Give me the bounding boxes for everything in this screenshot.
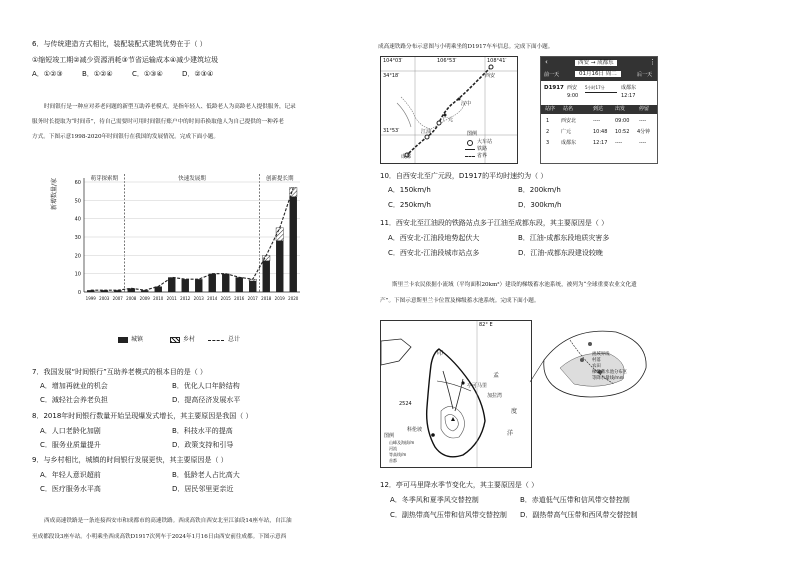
inset-legend-reservoir: 梯级蓄水池分布区 — [592, 370, 628, 375]
q8-choice-a[interactable]: A．人口老龄化加剧 — [40, 427, 101, 435]
legend-total: 总计 — [228, 336, 241, 343]
q11-choice-c[interactable]: C．西安北-江油段城市站点多 — [388, 249, 480, 257]
q8-choice-b[interactable]: B．科技水平的提高 — [172, 427, 233, 435]
next-day-button[interactable]: 后一天 — [637, 72, 653, 78]
legend-rural: 乡村 — [183, 336, 196, 343]
row1-seq: 1 — [546, 118, 550, 124]
x-tick-label: 2015 — [220, 296, 231, 301]
map1-lon3: 108°41′ — [487, 58, 507, 64]
ticket-to: 成都东 — [621, 85, 637, 91]
inset-legend-isohyet: 等降水量线/mm — [592, 376, 624, 381]
row3-station: 成都东 — [561, 140, 577, 146]
ticket-date[interactable]: 01月16日 周二 — [575, 71, 621, 77]
row3-seq: 3 — [546, 140, 550, 146]
map2-legend-peak: 山峰及海拔/m — [389, 440, 415, 445]
x-tick-label: 2013 — [193, 296, 204, 301]
back-icon[interactable]: ‹ — [545, 58, 548, 66]
intro2-line-1: 斯里兰卡农民依据小流域（平均面积20km²）建设的梯级蓄水池系统，被列为“全球重要农业文化遗 — [392, 282, 637, 288]
map1-lat2: 31°53′ — [383, 128, 400, 134]
q10-choice-b[interactable]: B．200km/h — [518, 186, 561, 194]
ticket-route: 西安 → 成都东 — [575, 60, 617, 66]
q9-choice-d[interactable]: D．居民邻里更亲近 — [172, 485, 234, 493]
th-station: 站名 — [563, 106, 574, 112]
q6-choice-b[interactable]: B．①②④ — [82, 70, 113, 78]
map2-legend-contour: 等高线/m — [389, 452, 407, 457]
q12-stem: 12．亭可马里降水季节变化大，其主要原因是（ ） — [380, 481, 539, 489]
row2-seq: 2 — [546, 129, 550, 135]
row3-stop: ---- — [639, 140, 647, 146]
phase-label: 萌芽探索期 — [90, 176, 119, 182]
y-tick-label: 0 — [77, 290, 81, 296]
q6-choice-a[interactable]: A．①②③ — [32, 70, 63, 78]
map1-lon2: 106°53′ — [437, 58, 457, 64]
y-tick-label: 50 — [74, 198, 81, 205]
q8-stem: 8．2018年时间银行数量开始呈现爆发式增长，其主要原因是我国（ ） — [32, 412, 253, 420]
y-tick-label: 60 — [74, 180, 81, 186]
map1-lat1: 34°18′ — [383, 73, 400, 79]
row3-depart: ---- — [615, 140, 623, 146]
bar-urban — [209, 274, 216, 292]
intro2-line-2: 产”。下图示意斯里兰卡位置及梯级蓄水池系统。完成下面小题。 — [380, 298, 540, 304]
x-tick-label: 2014 — [207, 296, 218, 301]
x-tick-label: 1999 — [85, 296, 96, 301]
intro-line-1: 时间银行是一种应对养老问题的新型互助养老模式，是指年轻人、低龄老人为高龄老人提供服务，记录 — [44, 104, 296, 110]
train-number: D1917 — [544, 85, 564, 91]
x-tick-label: 2017 — [247, 296, 258, 301]
legend-urban-swatch — [118, 337, 128, 343]
q11-stem: 11．西安北至江油段的铁路站点多于江油至成都东段，其主要原因是（ ） — [380, 219, 609, 227]
map2-india: 印 — [437, 350, 444, 357]
map2-peak: 2524 — [399, 401, 412, 407]
x-tick-label: 2018 — [261, 296, 272, 301]
q8-choice-c[interactable]: C．服务业质量提升 — [40, 441, 101, 449]
map2-legend-river: 河流 — [389, 446, 397, 451]
q9-stem: 9．与乡村相比，城镇的时间银行发展更快，其主要原因是（ ） — [32, 456, 228, 464]
map1-legend-station: 大车站 — [477, 139, 493, 145]
ticket-duration: 5小时17分 — [585, 85, 605, 90]
row1-station: 西安北 — [561, 118, 577, 124]
map2-legend-title: 图例 — [384, 433, 395, 439]
q11-choice-a[interactable]: A．西安北-江油段地势起伏大 — [388, 234, 480, 242]
right-head: 成高速铁路分布示意图与小明乘坐的D1917车车信息。完成下面小题。 — [378, 44, 554, 50]
intro-line-2: 服务时长提取为“时间币”，待自己需要时可用时间银行账户中的时间币换取他人为自己提供的一种养老 — [32, 119, 284, 125]
x-tick-label: 2012 — [180, 296, 191, 301]
map2-ttml: 亭可马里 — [467, 383, 488, 389]
bar-urban — [249, 281, 256, 292]
chart-ylabel: 新增数量/家 — [51, 177, 58, 210]
bar-urban — [222, 274, 229, 292]
row2-depart: 10:52 — [615, 129, 630, 135]
map1-legend-title: 图例 — [467, 131, 478, 137]
q7-stem: 7．我国发展“时间银行”互助养老模式的根本目的是（ ） — [32, 368, 207, 376]
q12-choice-a[interactable]: A．冬季风和夏季风交替控制 — [390, 496, 479, 504]
map2-du: 度 — [511, 408, 518, 415]
q6-stem: 6．与传统建造方式相比，装配装配式建筑优势在于（ ） — [32, 40, 207, 48]
legend-urban: 城镇 — [131, 336, 144, 343]
q12-choice-d[interactable]: D．副热带高气压带和西风带交替控制 — [520, 511, 638, 519]
bar-urban — [236, 277, 243, 292]
q8-choice-d[interactable]: D．政策支持和引导 — [172, 441, 234, 449]
y-tick-label: 40 — [74, 216, 81, 223]
q6-options: ①缩短竣工期②减少资源消耗③节省运输成本④减少建筑垃圾 — [32, 56, 219, 64]
row1-depart: 09:00 — [615, 118, 630, 124]
ticket-dep: 9:00 — [567, 93, 579, 99]
row2-arrive: 10:48 — [593, 129, 608, 135]
q11-choice-b[interactable]: B．江油-成都东段地质灾害多 — [518, 234, 610, 242]
map2-yang: 洋 — [507, 430, 514, 437]
map1-legend-border: 省界 — [477, 153, 488, 159]
row2-stop: 4分钟 — [637, 129, 651, 135]
duration-arrow — [585, 92, 617, 93]
inset-legend-basin: 流域界线 — [592, 352, 610, 357]
q11-choice-d[interactable]: D．江油-成都东段建设较晚 — [518, 249, 603, 257]
x-tick-label: 2019 — [274, 296, 285, 301]
q12-choice-c[interactable]: C．副热带高气压带和信风带交替控制 — [390, 511, 507, 519]
map2-legend-capital: 首都 — [389, 458, 397, 463]
ticket-from: 西安 — [567, 85, 578, 91]
q10-choice-a[interactable]: A．150km/h — [388, 186, 431, 194]
map1-jiangyou: 江油 — [421, 129, 432, 135]
inset-legend-farmland: 农田 — [592, 364, 601, 369]
row1-stop: ---- — [639, 118, 647, 124]
map1-legend-rail: 铁路 — [477, 146, 488, 152]
map2-bay: 孟 — [493, 372, 500, 379]
legend-border-icon — [465, 156, 475, 157]
q10-choice-c[interactable]: C．250km/h — [388, 201, 431, 209]
bar-urban — [290, 197, 297, 292]
q10-stem: 10．自西安北至广元段，D1917的平均时速约为（ ） — [380, 172, 548, 180]
q7-choice-d[interactable]: D．提高径济发展水平 — [172, 396, 241, 404]
map1-hanzhong: 汉中 — [461, 101, 472, 107]
q9-choice-b[interactable]: B．低龄老人占比高大 — [172, 471, 240, 479]
q7-choice-a[interactable]: A．增加再就业的机会 — [40, 382, 108, 390]
phase-label: 创新提长期 — [265, 176, 294, 182]
th-seq: 站序 — [545, 106, 556, 112]
map2-jia: 加拉湾 — [487, 393, 503, 399]
legend-station-icon — [467, 140, 473, 146]
q7-choice-c[interactable]: C．減轻社会养老负担 — [40, 396, 108, 404]
q9-choice-a[interactable]: A．年轻人意识超前 — [40, 471, 101, 479]
more-icon[interactable]: ⋮ — [649, 58, 656, 66]
bar-urban — [182, 279, 189, 292]
rail-map-drawing — [381, 57, 517, 163]
x-tick-label: 2020 — [288, 296, 299, 301]
legend-rural-swatch — [170, 337, 180, 343]
y-tick-label: 30 — [74, 235, 81, 241]
q7-choice-b[interactable]: B．优化人口年龄结构 — [172, 382, 240, 390]
time-bank-chart — [50, 170, 310, 330]
row2-station: 广元 — [561, 129, 572, 135]
x-tick-label: 2009 — [139, 296, 150, 301]
bar-urban — [276, 241, 283, 292]
map2-colombo: 科伦坡 — [407, 427, 423, 433]
x-tick-label: 2007 — [112, 296, 123, 301]
x-tick-label: 2016 — [234, 296, 245, 301]
x-tick-label: 2003 — [99, 296, 110, 301]
bar-urban — [195, 279, 202, 292]
prev-day-button[interactable]: 前一天 — [544, 72, 560, 78]
th-depart: 出发 — [615, 106, 626, 112]
legend-rail-icon — [465, 149, 475, 150]
x-tick-label: 2008 — [126, 296, 137, 301]
q12-choice-b[interactable]: B．赤道低气压带和信风带交替控制 — [520, 496, 630, 504]
map2-lon: 82° E — [479, 322, 493, 328]
map1-xian: 西安 — [485, 73, 496, 79]
sri-lanka-map — [380, 320, 532, 468]
map1-guangyuan: 广元 — [443, 117, 454, 123]
inset-legend-village: 村落 — [592, 358, 601, 363]
q6-choice-d[interactable]: D．②③④ — [182, 70, 214, 78]
q10-choice-d[interactable]: D．300km/h — [518, 201, 562, 209]
y-tick-label: 20 — [74, 253, 81, 260]
q6-choice-c[interactable]: C．①③④ — [132, 70, 163, 78]
bar-urban — [263, 261, 270, 292]
phase-label: 快速发展期 — [178, 176, 206, 182]
map1-lon1: 104°03′ — [383, 58, 403, 64]
y-tick-label: 10 — [74, 271, 81, 278]
th-arrive: 到达 — [593, 106, 604, 112]
q9-choice-c[interactable]: C．医疗服务水平高 — [40, 485, 101, 493]
foot-line-2: 至成都段设3座车站。小明乘坐西成高铁D1917次列车于2024年1月16日由西安前往成都。下图示意西 — [32, 534, 287, 540]
row3-arrive: 12:17 — [593, 140, 608, 146]
ticket-panel — [540, 56, 658, 164]
rail-map — [380, 56, 518, 164]
legend-total-swatch — [208, 340, 224, 341]
th-stop: 停留 — [639, 106, 650, 112]
intro-line-3: 方式。下图示意1998-2020年时间银行在我国的发展情况。完成下面小题。 — [32, 134, 219, 140]
map1-chengdu: 成都 — [401, 154, 412, 160]
x-tick-label: 2010 — [153, 296, 164, 301]
x-tick-label: 2011 — [166, 296, 177, 301]
ticket-arr: 12:17 — [621, 93, 636, 99]
foot-line-1: 西成高速铁路是一条连接西安市和成都市的高速铁路。西成高铁自西安北至江油设14座车站，自江油 — [44, 518, 292, 524]
row1-arrive: ---- — [593, 118, 601, 124]
